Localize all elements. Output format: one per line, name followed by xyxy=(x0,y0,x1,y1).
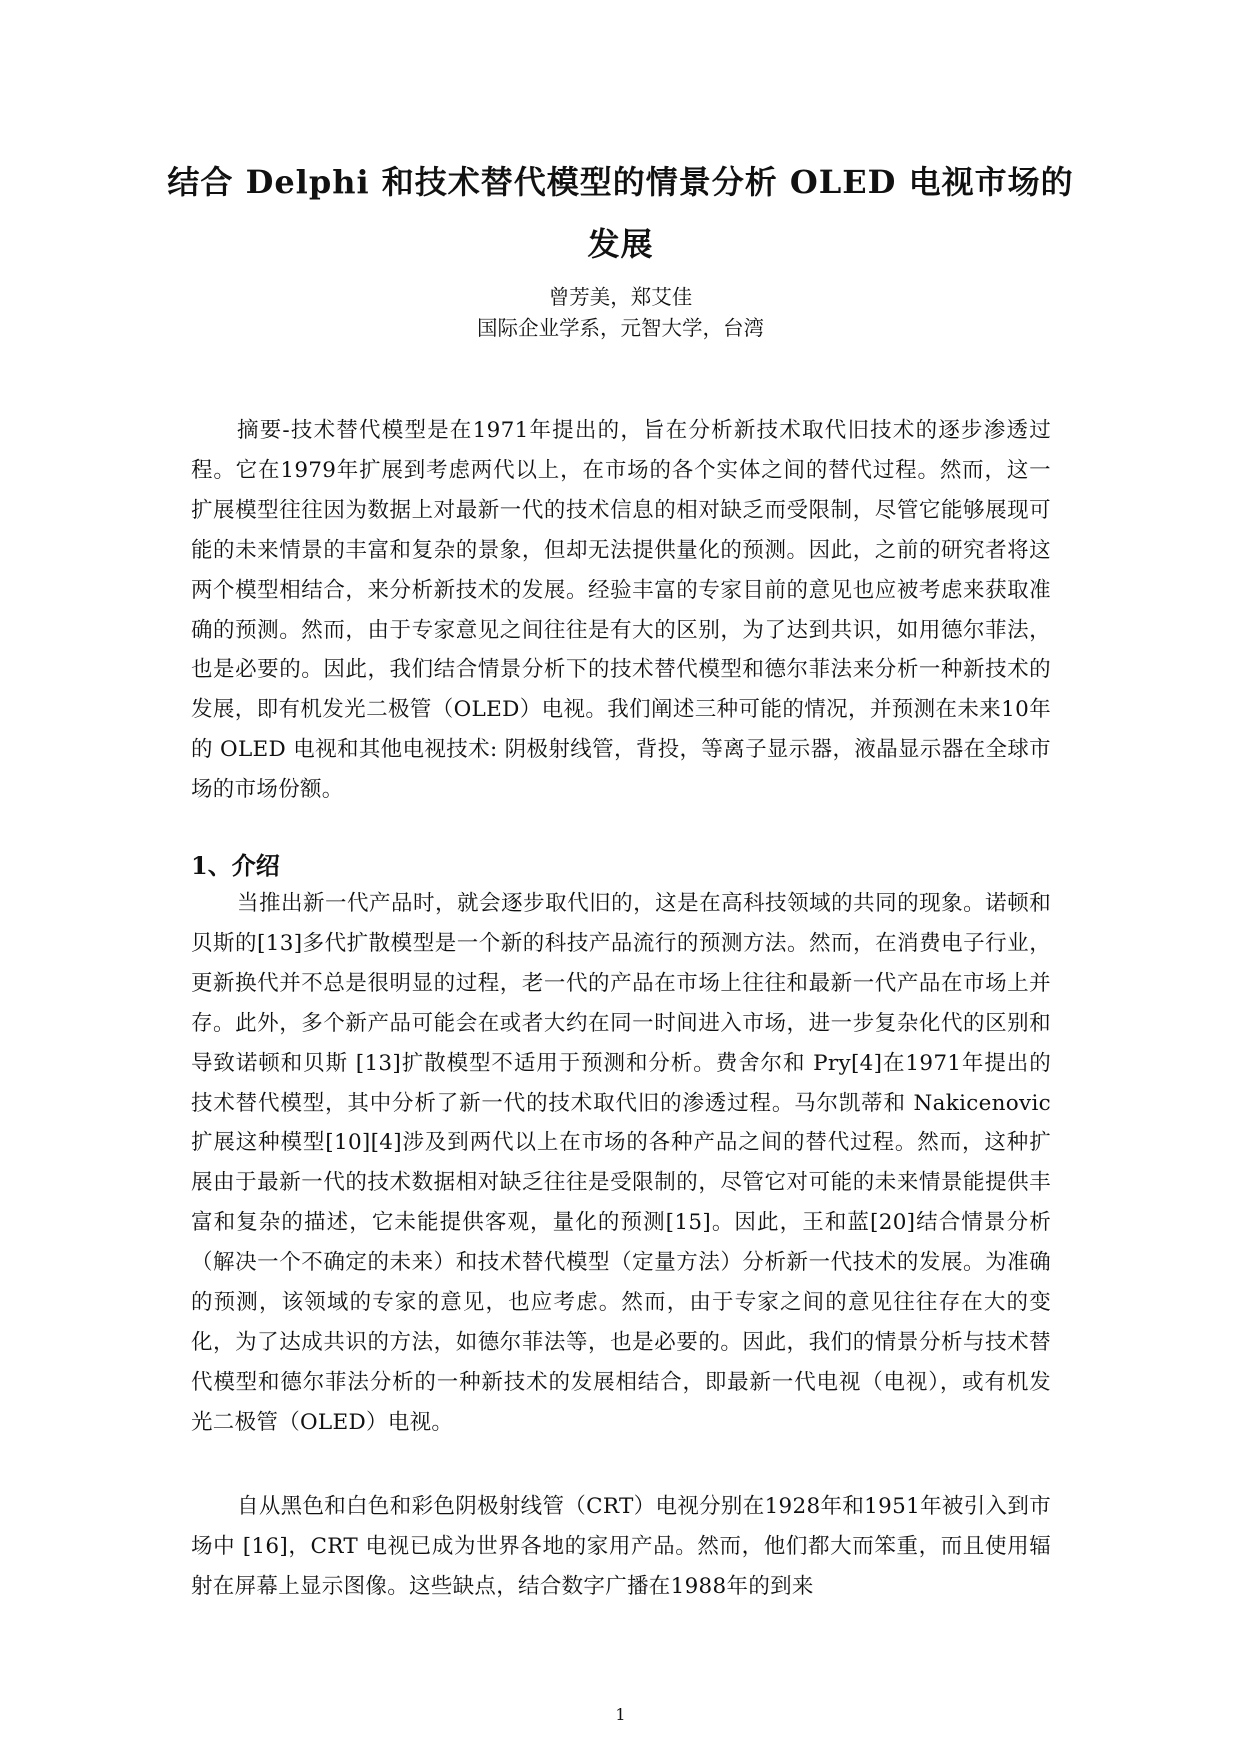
section-heading-introduction: 1、介绍 xyxy=(191,851,280,880)
affiliation: 国际企业学系，元智大学，台湾 xyxy=(477,316,764,340)
paper-title-line-2: 发展 xyxy=(587,225,654,263)
intro-paragraph-2: 自从黑色和白色和彩色阴极射线管（CRT）电视分别在1928年和1951年被引入到市场中 [16]，CRT 电视已成为世界各地的家用产品。然而，他们都大而笨重，而且使用辐射在屏幕上显示图像。这些缺点，结合数字广播在1988年的到来 xyxy=(191,1494,1051,1599)
page-number: 1 xyxy=(615,1705,626,1724)
abstract: 摘要-技术替代模型是在1971年提出的，旨在分析新技术取代旧技术的逐步渗透过程。它在1979年扩展到考虑两代以上，在市场的各个实体之间的替代过程。然而，这一扩展模型往往因为数据上对最新一代的技术信息的相对缺乏而受限制，尽管它能够展现可能的未来情景的丰富和复杂的景象，但却无法提供量化的预测。因此，之前的研究者将这两个模型相结合，来分析新技术的发展。经验丰富的专家目前的意见也应被考虑来获取准确的预测。然而，由于专家意见之间往往是有大的区别，为了达到共识，如用德尔菲法，也是必要的。因此，我们结合情景分析下的技术替代模型和德尔菲法来分析一种新技术的发展，即有机发光二极管（OLED）电视。我们阐述三种可能的情况，并预测在未来10年的 OLED 电视和其他电视技术: 阴极射线管，背投，等离子显示器，液晶显示器在全球市场的市场份额。 xyxy=(191,418,1051,803)
authors: 曾芳美，郑艾佳 xyxy=(548,285,693,309)
paper-title-line-1: 结合 Delphi 和技术替代模型的情景分析 OLED 电视市场的 xyxy=(167,163,1074,201)
intro-paragraph-1: 当推出新一代产品时，就会逐步取代旧的，这是在高科技领域的共同的现象。诺顿和贝斯的[13]多代扩散模型是一个新的科技产品流行的预测方法。然而，在消费电子行业，更新换代并不总是很明显的过程，老一代的产品在市场上往往和最新一代产品在市场上并存。此外，多个新产品可能会在或者大约在同一时间进入市场，进一步复杂化代的区别和导致诺顿和贝斯 [13]扩散模型不适用于预测和分析。费舍尔和 Pry[4]在1971年提出的技术替代模型，其中分析了新一代的技术取代旧的渗透过程。马尔凯蒂和 Nakicenovic 扩展这种模型[10][4]涉及到两代以上在市场的各种产品之间的替代过程。然而，这种扩展由于最新一代的技术数据相对缺乏往往是受限制的，尽管它对可能的未来情景能提供丰富和复杂的描述，它未能提供客观，量化的预测[15]。因此，王和蓝[20]结合情景分析（解决一个不确定的未来）和技术替代模型（定量方法）分析新一代技术的发展。为准确的预测，该领域的专家的意见，也应考虑。然而，由于专家之间的意见往往存在大的变化，为了达成共识的方法，如德尔菲法等，也是必要的。因此，我们的情景分析与技术替代模型和德尔菲法分析的一种新技术的发展相结合，即最新一代电视（电视），或有机发光二极管（OLED）电视。 xyxy=(191,891,1051,1435)
